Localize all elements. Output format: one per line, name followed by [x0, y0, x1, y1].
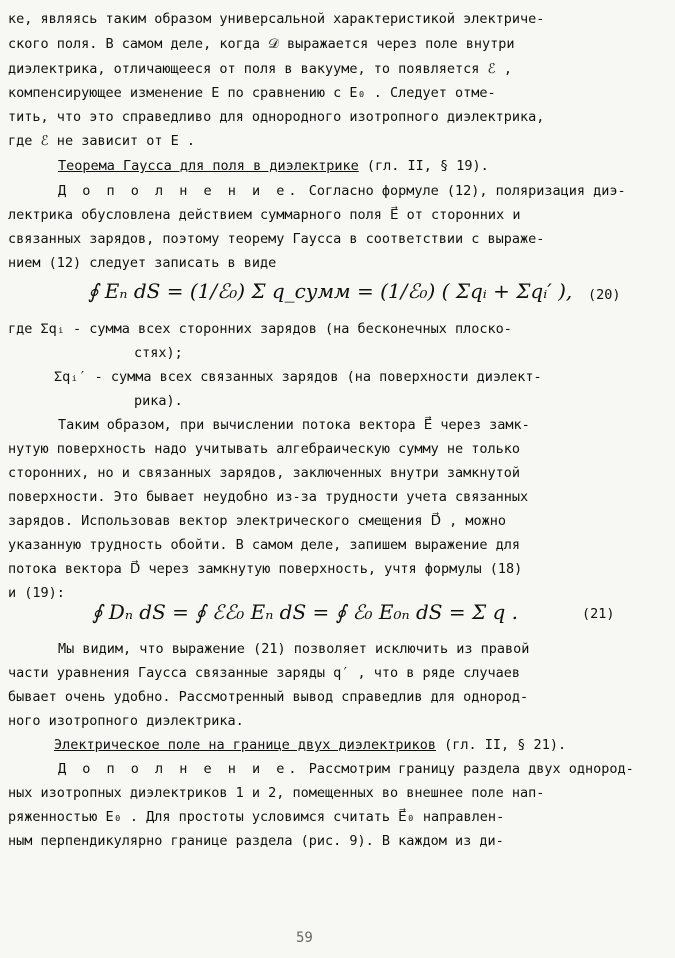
text-line: Мы видим, что выражение (21) позволяет исключить из правой — [58, 641, 530, 657]
text-line: тить, что это справедливо для однородного изотропного диэлектрика, — [8, 109, 545, 125]
addendum-label: Д о п о л н е н и е. — [58, 761, 301, 777]
addendum-label: Д о п о л н е н и е. — [58, 183, 301, 199]
text-line: где Σqᵢ - сумма всех сторонних зарядов (на бесконечных плоско- — [8, 321, 512, 337]
heading-ref: (гл. II, § 21). — [444, 737, 567, 753]
text-line: диэлектрика, отличающееся от поля в вакууме, то появляется ℰ , — [8, 61, 512, 77]
page-number: 59 — [296, 930, 313, 946]
formula-21: ∮ Dₙ dS = ∮ ℰℰ₀ Eₙ dS = ∮ ℰ₀ E₀ₙ dS = Σ q . — [92, 600, 518, 624]
text-line: лектрика обусловлена действием суммарного поля E⃗ от сторонних и — [8, 207, 521, 223]
text-line: ным перпендикулярно границе раздела (рис. 9). В каждом из ди- — [8, 833, 504, 849]
addendum-text: Согласно формуле (12), поляризация диэ- — [308, 183, 626, 199]
section-heading — [58, 157, 489, 175]
text-line: ского поля. В самом деле, когда 𝒟 выражается через поле внутри — [8, 36, 515, 52]
text-line: Σqᵢ′ - сумма всех связанных зарядов (на поверхности диэлект- — [54, 369, 542, 385]
text-line: сторонних, но и связанных зарядов, заключенных внутри замкнутой — [8, 465, 521, 481]
heading-ref: (гл. II, § 19). — [366, 158, 489, 174]
text-line: связанных зарядов, поэтому теорему Гаусса в соответствии с выраже- — [8, 231, 545, 247]
text-line: части уравнения Гаусса связанные заряды q′ , что в ряде случаев — [8, 665, 521, 681]
text-line: указанную трудность обойти. В самом деле, запишем выражение для — [8, 537, 521, 553]
text-line: поверхности. Это бывает неудобно из-за трудности учета связанных — [8, 489, 529, 505]
section-heading — [54, 736, 566, 754]
addendum-text: Рассмотрим границу раздела двух однород- — [308, 761, 634, 777]
text-line: нутую поверхность надо учитывать алгебраическую сумму не только — [8, 441, 521, 457]
text-line: где ℰ не зависит от E . — [8, 133, 195, 149]
equation-number: (21) — [582, 606, 615, 622]
text-line: бывает очень удобно. Рассмотренный вывод справедлив для однород- — [8, 689, 529, 705]
text-line — [58, 182, 626, 200]
heading-title: Электрическое поле на границе двух диэлектриков — [54, 737, 437, 753]
text-line: Таким образом, при вычислении потока вектора E⃗ через замк- — [58, 417, 530, 433]
text-line: потока вектора D⃗ через замкнутую поверхность, учтя формулы (18) — [8, 561, 523, 577]
text-line: ке, являясь таким образом универсальной характеристикой электриче- — [8, 11, 545, 27]
text-line: стях); — [134, 345, 183, 361]
text-line: ряженностью E₀ . Для простоты условимся считать E⃗₀ направлен- — [8, 809, 505, 825]
heading-title: Теорема Гаусса для поля в диэлектрике — [58, 158, 359, 174]
text-line: и (19): — [8, 585, 65, 601]
text-line: нием (12) следует записать в виде — [8, 255, 277, 271]
equation-number: (20) — [588, 287, 621, 303]
text-line: ного изотропного диэлектрика. — [8, 713, 244, 729]
formula-20: ∮ Eₙ dS = (1/ℰ₀) Σ q_сумм = (1/ℰ₀) ( Σqᵢ + Σqᵢ′ ), — [88, 279, 573, 303]
text-line: ных изотропных диэлектриков 1 и 2, помещенных во внешнее поле нап- — [8, 785, 545, 801]
text-line: рика). — [134, 393, 183, 409]
text-line: зарядов. Использовав вектор электрического смещения D⃗ , можно — [8, 513, 507, 529]
text-line — [58, 760, 634, 778]
text-line: компенсирующее изменение E по сравнению с E₀ . Следует отме- — [8, 85, 496, 101]
